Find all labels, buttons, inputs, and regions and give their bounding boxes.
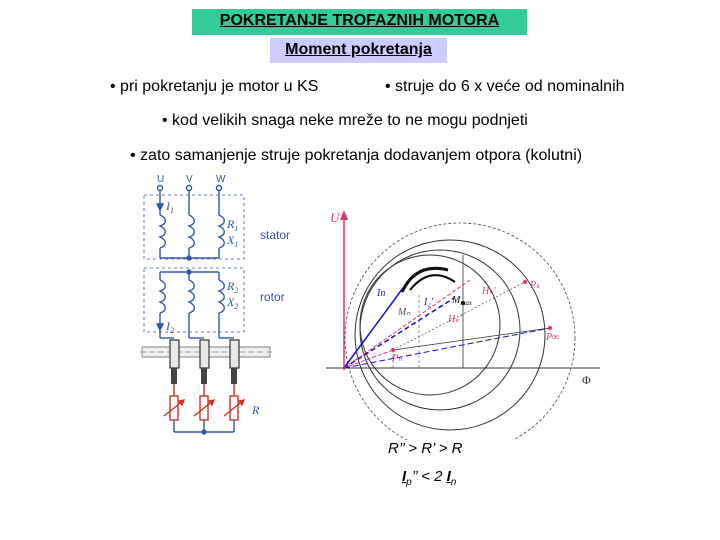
r1-label: $R_1$ <box>227 217 239 233</box>
pk-label: Pₖ <box>530 280 541 291</box>
x1-label: $X_1$ <box>227 233 239 249</box>
current-i2-label: $I_2$ <box>166 319 174 335</box>
u-axis-label: U <box>330 210 340 225</box>
in-label: In <box>377 288 386 299</box>
hk-label: Hₖ' <box>482 286 496 297</box>
current-relation: $I_p$’’ < 2 $I_n$ <box>402 468 457 488</box>
pinf-label: P∞ <box>546 332 560 343</box>
current-arrow-1 <box>157 204 163 210</box>
phase-w-label: W <box>216 174 226 185</box>
hk2-label: Hₖ'' <box>448 314 464 325</box>
slide-title-box <box>192 9 527 35</box>
phi-axis-label: Φ <box>582 373 591 387</box>
terminal-v <box>187 186 192 191</box>
current-i1-label: $I_1$ <box>166 199 174 215</box>
slide-title: POKRETANJE TROFAZNIH MOTORA <box>219 12 500 29</box>
i2-label: I₂' <box>424 297 433 308</box>
slide-subtitle-box <box>270 38 447 63</box>
circuit-diagram <box>144 174 244 338</box>
rotor-rheostat <box>164 384 244 434</box>
mn-label: Mₙ <box>398 307 411 318</box>
bullet-network: • kod velikih snaga neke mreže to ne mogu podnjeti <box>162 112 528 129</box>
r2-label: $R_2$ <box>227 279 239 295</box>
slide-subtitle: Moment pokretanja <box>285 41 432 58</box>
current-arrow-2 <box>157 324 163 330</box>
stator-label: stator <box>260 228 291 242</box>
mmax-label: $M_{max}$ <box>452 295 473 307</box>
resistor-r-label: R <box>252 403 260 417</box>
pn-label: Pₙ <box>392 353 403 364</box>
phase-u-label: U <box>157 174 165 185</box>
phase-v-label: V <box>186 174 193 185</box>
x2-label: $X_2$ <box>227 295 239 311</box>
slip-rings <box>140 338 275 384</box>
rotor-label: rotor <box>260 290 285 304</box>
circle-diagram <box>326 210 600 440</box>
bullet-ks: • pri pokretanju je motor u KS <box>110 78 319 95</box>
motor-figure <box>130 160 610 440</box>
bullet-resistance: • zato samanjenje struje pokretanja dodavanjem otpora (kolutni) <box>130 147 583 164</box>
terminal-u <box>158 186 163 191</box>
resistance-relation: R’’ > R’ > R <box>388 440 463 457</box>
terminal-w <box>217 186 222 191</box>
bullet-currents: • struje do 6 x veće od nominalnih <box>385 78 625 95</box>
